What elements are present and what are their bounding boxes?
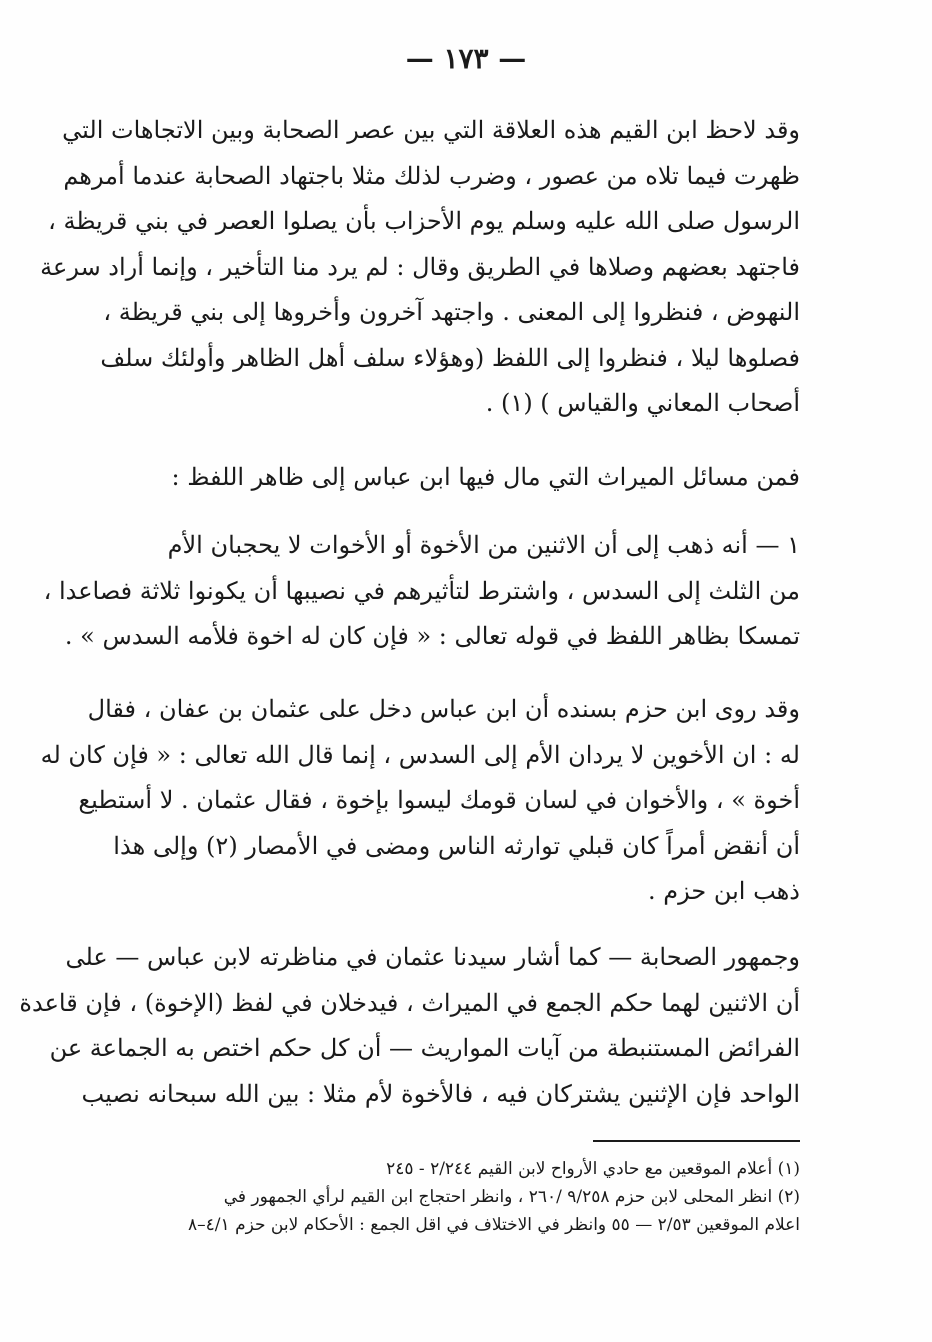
text-line: من الثلث إلى السدس ، واشترط لتأثيرهم في نصيبها أن يكونوا ثلاثة فصاعدا ، bbox=[43, 576, 800, 605]
paragraph-ibn-qayyim bbox=[40, 108, 800, 427]
paragraph-point-one bbox=[43, 523, 800, 660]
text-line: ذهب ابن حزم . bbox=[648, 877, 800, 905]
text-line: ظهرت فيما تلاه من عصور ، وضرب لذلك مثلا باجتهاد الصحابة عندما أمرهم bbox=[63, 161, 800, 190]
text-line: أخوة » ، والأخوان في لسان قومك ليسوا بإخوة ، فقال عثمان . لا أستطيع bbox=[78, 786, 800, 814]
paragraph-inheritance-intro bbox=[150, 455, 800, 501]
text-line: فمن مسائل الميراث التي مال فيها ابن عباس إلى ظاهر اللفظ : bbox=[171, 463, 800, 491]
text-line: الفرائض المستنبطة من آيات المواريث — أن كل حكم اختص به الجماعة عن bbox=[49, 1034, 800, 1062]
text-line: الواحد فإن الإثنين يشتركان فيه ، فالأخوة لأم مثلا : بين الله سبحانه نصيب bbox=[81, 1079, 800, 1108]
page-number: — ١٧٣ — bbox=[405, 42, 527, 75]
text-line: فاجتهد بعضهم وصلاها في الطريق وقال : لم يرد منا التأخير ، وإنما أراد سرعة bbox=[40, 252, 800, 281]
text-line: النهوض ، فنظروا إلى المعنى . واجتهد آخرون وأخروها إلى بني قريظة ، bbox=[103, 298, 800, 326]
text-line: له : ان الأخوين لا يردان الأم إلى السدس ، إنما قال الله تعالى : « فإن كان له bbox=[40, 740, 800, 769]
text-line: فصلوها ليلا ، فنظروا إلى اللفظ (وهؤلاء سلف أهل الظاهر وأولئك سلف bbox=[100, 343, 800, 372]
text-line: الرسول صلى الله عليه وسلم يوم الأحزاب بأن يصلوا العصر في بني قريظة ، bbox=[48, 207, 800, 235]
text-line: وجمهور الصحابة — كما أشار سيدنا عثمان في مناظرته لابن عباس — على bbox=[65, 943, 800, 971]
footnote-2: (٢) انظر المحلى لابن حزم ٩/٢٥٨ /٢٦٠ ، وانظر احتجاج ابن القيم لرأي الجمهور في bbox=[223, 1187, 800, 1207]
paragraph-ibn-hazm bbox=[40, 687, 800, 915]
footnote-1: (١) أعلام الموقعين مع حادي الأرواح لابن القيم ٢/٢٤٤ - ٢٤٥ bbox=[386, 1159, 800, 1179]
text-line: ١ — أنه ذهب إلى أن الاثنين من الأخوة أو الأخوات لا يحجبان الأم bbox=[167, 531, 800, 559]
footnotes bbox=[120, 1155, 800, 1239]
footnote-2-continued: اعلام الموقعين ٢/٥٣ — ٥٥ وانظر في الاختلاف في اقل الجمع : الأحكام لابن حزم ٤/١–٨ bbox=[188, 1215, 800, 1235]
text-line: أن الاثنين لهما حكم الجمع في الميراث ، فيدخلان في لفظ (الإخوة) ، فإن قاعدة bbox=[19, 988, 800, 1017]
text-line: وقد روى ابن حزم بسنده أن ابن عباس دخل على عثمان بن عفان ، فقال bbox=[87, 695, 800, 723]
paragraph-majority-companions bbox=[19, 935, 800, 1117]
text-line: أصحاب المعاني والقياس ) (١) . bbox=[485, 389, 800, 417]
footnote-divider bbox=[593, 1140, 800, 1142]
text-line: وقد لاحظ ابن القيم هذه العلاقة التي بين عصر الصحابة وبين الاتجاهات التي bbox=[62, 116, 800, 144]
text-line: أن أنقض أمراً كان قبلي توارثه الناس ومضى في الأمصار (٢) وإلى هذا bbox=[113, 831, 800, 860]
text-line: تمسكا بظاهر اللفظ في قوله تعالى : « فإن كان له اخوة فلأمه السدس » . bbox=[64, 622, 800, 650]
